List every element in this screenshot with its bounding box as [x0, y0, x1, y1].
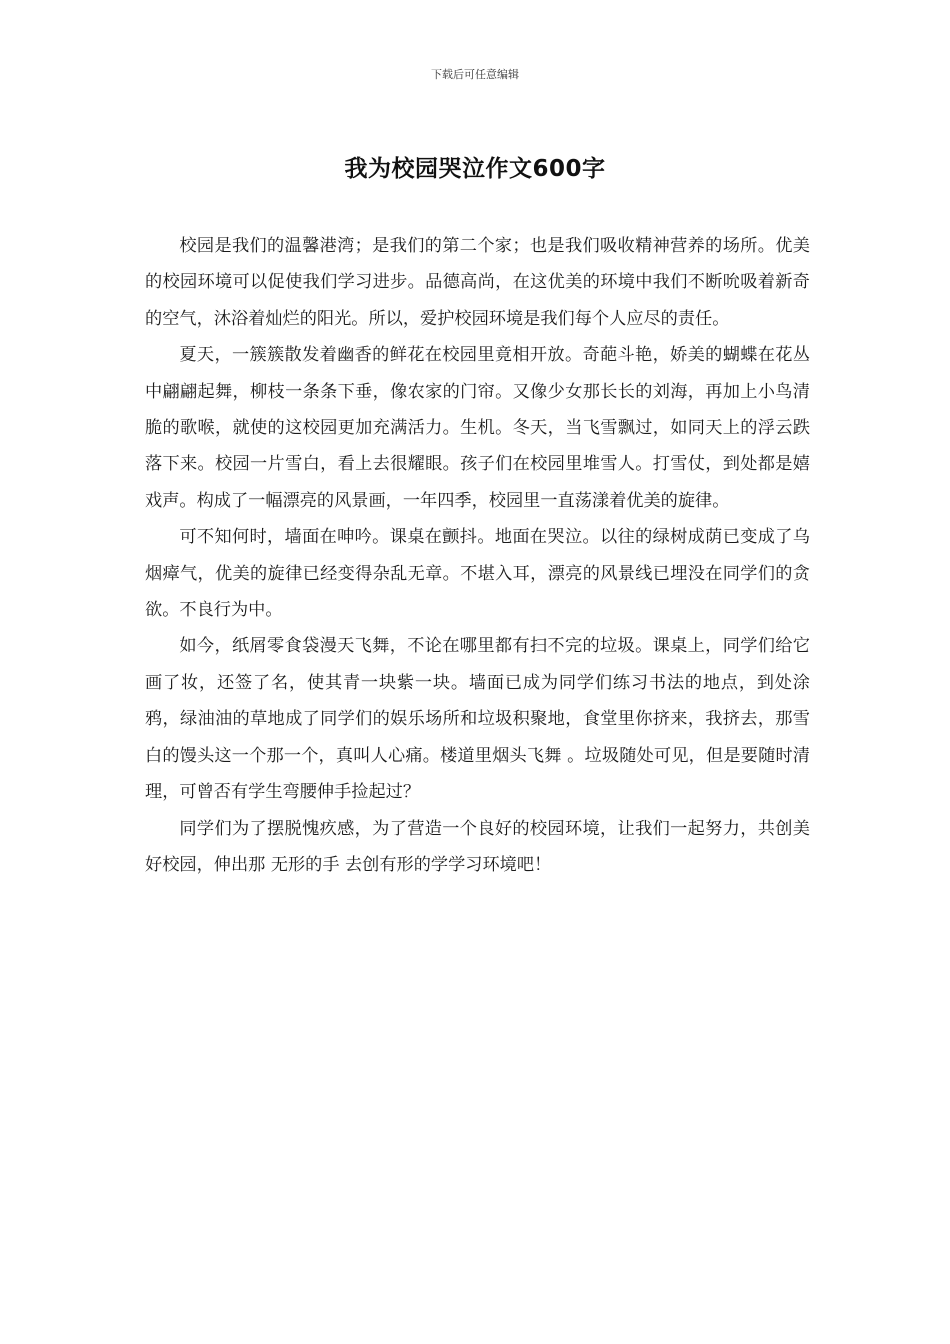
document-title: 我为校园哭泣作文600字 — [344, 156, 606, 182]
document-body — [145, 228, 810, 883]
paragraph: 同学们为了摆脱愧疚感，为了营造一个良好的校园环境，让我们一起努力，共创美好校园，伸出那 无形的手 去创有形的学学习环境吧！ — [145, 818, 810, 875]
paragraph: 校园是我们的温馨港湾；是我们的第二个家；也是我们吸收精神营养的场所。优美的校园环境可以促使我们学习进步。品德高尚，在这优美的环境中我们不断吮吸着新奇的空气，沐浴着灿烂的阳光。所以，爱护校园环境是我们每个人应尽的责任。 — [145, 236, 810, 329]
paragraph: 夏天，一簇簇散发着幽香的鲜花在校园里竟相开放。奇葩斗艳，娇美的蝴蝶在花丛中翩翩起舞，柳枝一条条下垂，像农家的门帘。又像少女那长长的刘海，再加上小鸟清脆的歌喉，就使的这校园更加充满活力。生机。冬天，当飞雪飘过，如同天上的浮云跌落下来。校园一片雪白，看上去很耀眼。孩子们在校园里堆雪人。打雪仗，到处都是嬉戏声。构成了一幅漂亮的风景画，一年四季，校园里一直荡漾着优美的旋律。 — [145, 345, 810, 511]
header-note: 下载后可任意编辑 — [431, 68, 519, 81]
paragraph: 可不知何时，墙面在呻吟。课桌在颤抖。地面在哭泣。以往的绿树成荫已变成了乌烟瘴气，优美的旋律已经变得杂乱无章。不堪入耳，漂亮的风景线已埋没在同学们的贪欲。不良行为中。 — [145, 527, 810, 621]
paragraph: 如今，纸屑零食袋漫天飞舞，不论在哪里都有扫不完的垃圾。课桌上，同学们给它画了妆，还签了名，使其青一块紫一块。墙面已成为同学们练习书法的地点，到处涂鸦，绿油油的草地成了同学们的娱乐场所和垃圾积聚地，食堂里你挤来，我挤去，那雪白的馒头这一个那一个，真叫人心痛。楼道里烟头飞舞 。垃圾随处可见，但是要随时清理，可曾否有学生弯腰伸手捡起过？ — [145, 636, 810, 803]
